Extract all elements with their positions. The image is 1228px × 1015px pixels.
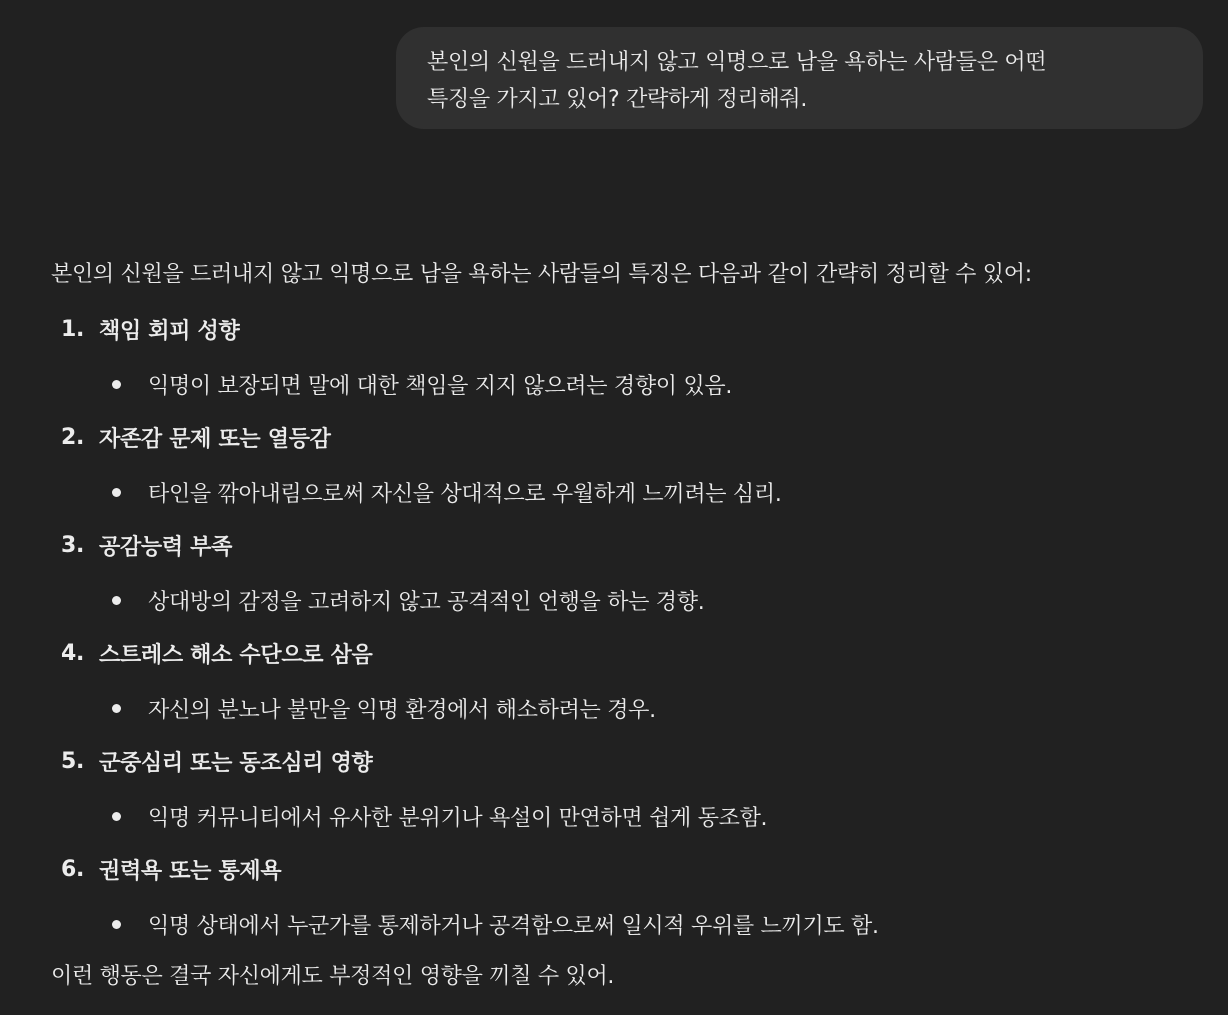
list-item [51, 851, 1211, 942]
bullet-icon [112, 812, 121, 821]
point-heading [51, 635, 1211, 671]
list-item [51, 743, 1211, 834]
point-heading [51, 419, 1211, 455]
user-message-line-1: 본인의 신원을 드러내지 않고 익명으로 남을 욕하는 사람들은 어떤 [427, 50, 1047, 75]
bullet-icon [112, 380, 121, 389]
point-title: 자존감 문제 또는 열등감 [99, 426, 331, 452]
point-heading [51, 851, 1211, 887]
point-detail [51, 582, 1211, 618]
bullet-icon [112, 488, 121, 497]
list-item [51, 311, 1211, 402]
point-number: 3. [61, 532, 85, 558]
bullet-icon [112, 920, 121, 929]
user-message-bubble [396, 27, 1203, 129]
user-message-line-2: 특징을 가지고 있어? 간략하게 정리해줘. [427, 87, 808, 112]
point-heading [51, 311, 1211, 347]
point-number: 5. [61, 748, 85, 774]
assistant-outro: 이런 행동은 결국 자신에게도 부정적인 영향을 끼칠 수 있어. [51, 964, 615, 989]
point-detail [51, 906, 1211, 942]
point-number: 2. [61, 424, 85, 450]
point-detail [51, 690, 1211, 726]
point-detail-text: 익명이 보장되면 말에 대한 책임을 지지 않으려는 경향이 있음. [148, 373, 733, 399]
point-title: 공감능력 부족 [99, 534, 233, 560]
assistant-message [51, 256, 1211, 996]
point-number: 1. [61, 316, 85, 342]
point-detail-text: 익명 커뮤니티에서 유사한 분위기나 욕설이 만연하면 쉽게 동조함. [148, 805, 768, 831]
point-number: 4. [61, 640, 85, 666]
list-item [51, 527, 1211, 618]
list-item [51, 419, 1211, 510]
point-heading [51, 527, 1211, 563]
point-number: 6. [61, 856, 85, 882]
point-heading [51, 743, 1211, 779]
point-title: 스트레스 해소 수단으로 삼음 [99, 642, 373, 668]
point-detail-text: 상대방의 감정을 고려하지 않고 공격적인 언행을 하는 경향. [148, 589, 705, 615]
bullet-icon [112, 704, 121, 713]
point-detail [51, 366, 1211, 402]
point-detail-text: 타인을 깎아내림으로써 자신을 상대적으로 우월하게 느끼려는 심리. [148, 481, 782, 507]
assistant-intro: 본인의 신원을 드러내지 않고 익명으로 남을 욕하는 사람들의 특징은 다음과 같이 간략히 정리할 수 있어: [51, 262, 1032, 287]
point-detail [51, 474, 1211, 510]
points-list [51, 311, 1211, 942]
list-item [51, 635, 1211, 726]
bullet-icon [112, 596, 121, 605]
point-detail [51, 798, 1211, 834]
point-detail-text: 익명 상태에서 누군가를 통제하거나 공격함으로써 일시적 우위를 느끼기도 함. [148, 913, 879, 939]
point-detail-text: 자신의 분노나 불만을 익명 환경에서 해소하려는 경우. [148, 697, 656, 723]
point-title: 권력욕 또는 통제욕 [99, 858, 282, 884]
point-title: 군중심리 또는 동조심리 영향 [99, 750, 373, 776]
point-title: 책임 회피 성향 [99, 318, 240, 344]
